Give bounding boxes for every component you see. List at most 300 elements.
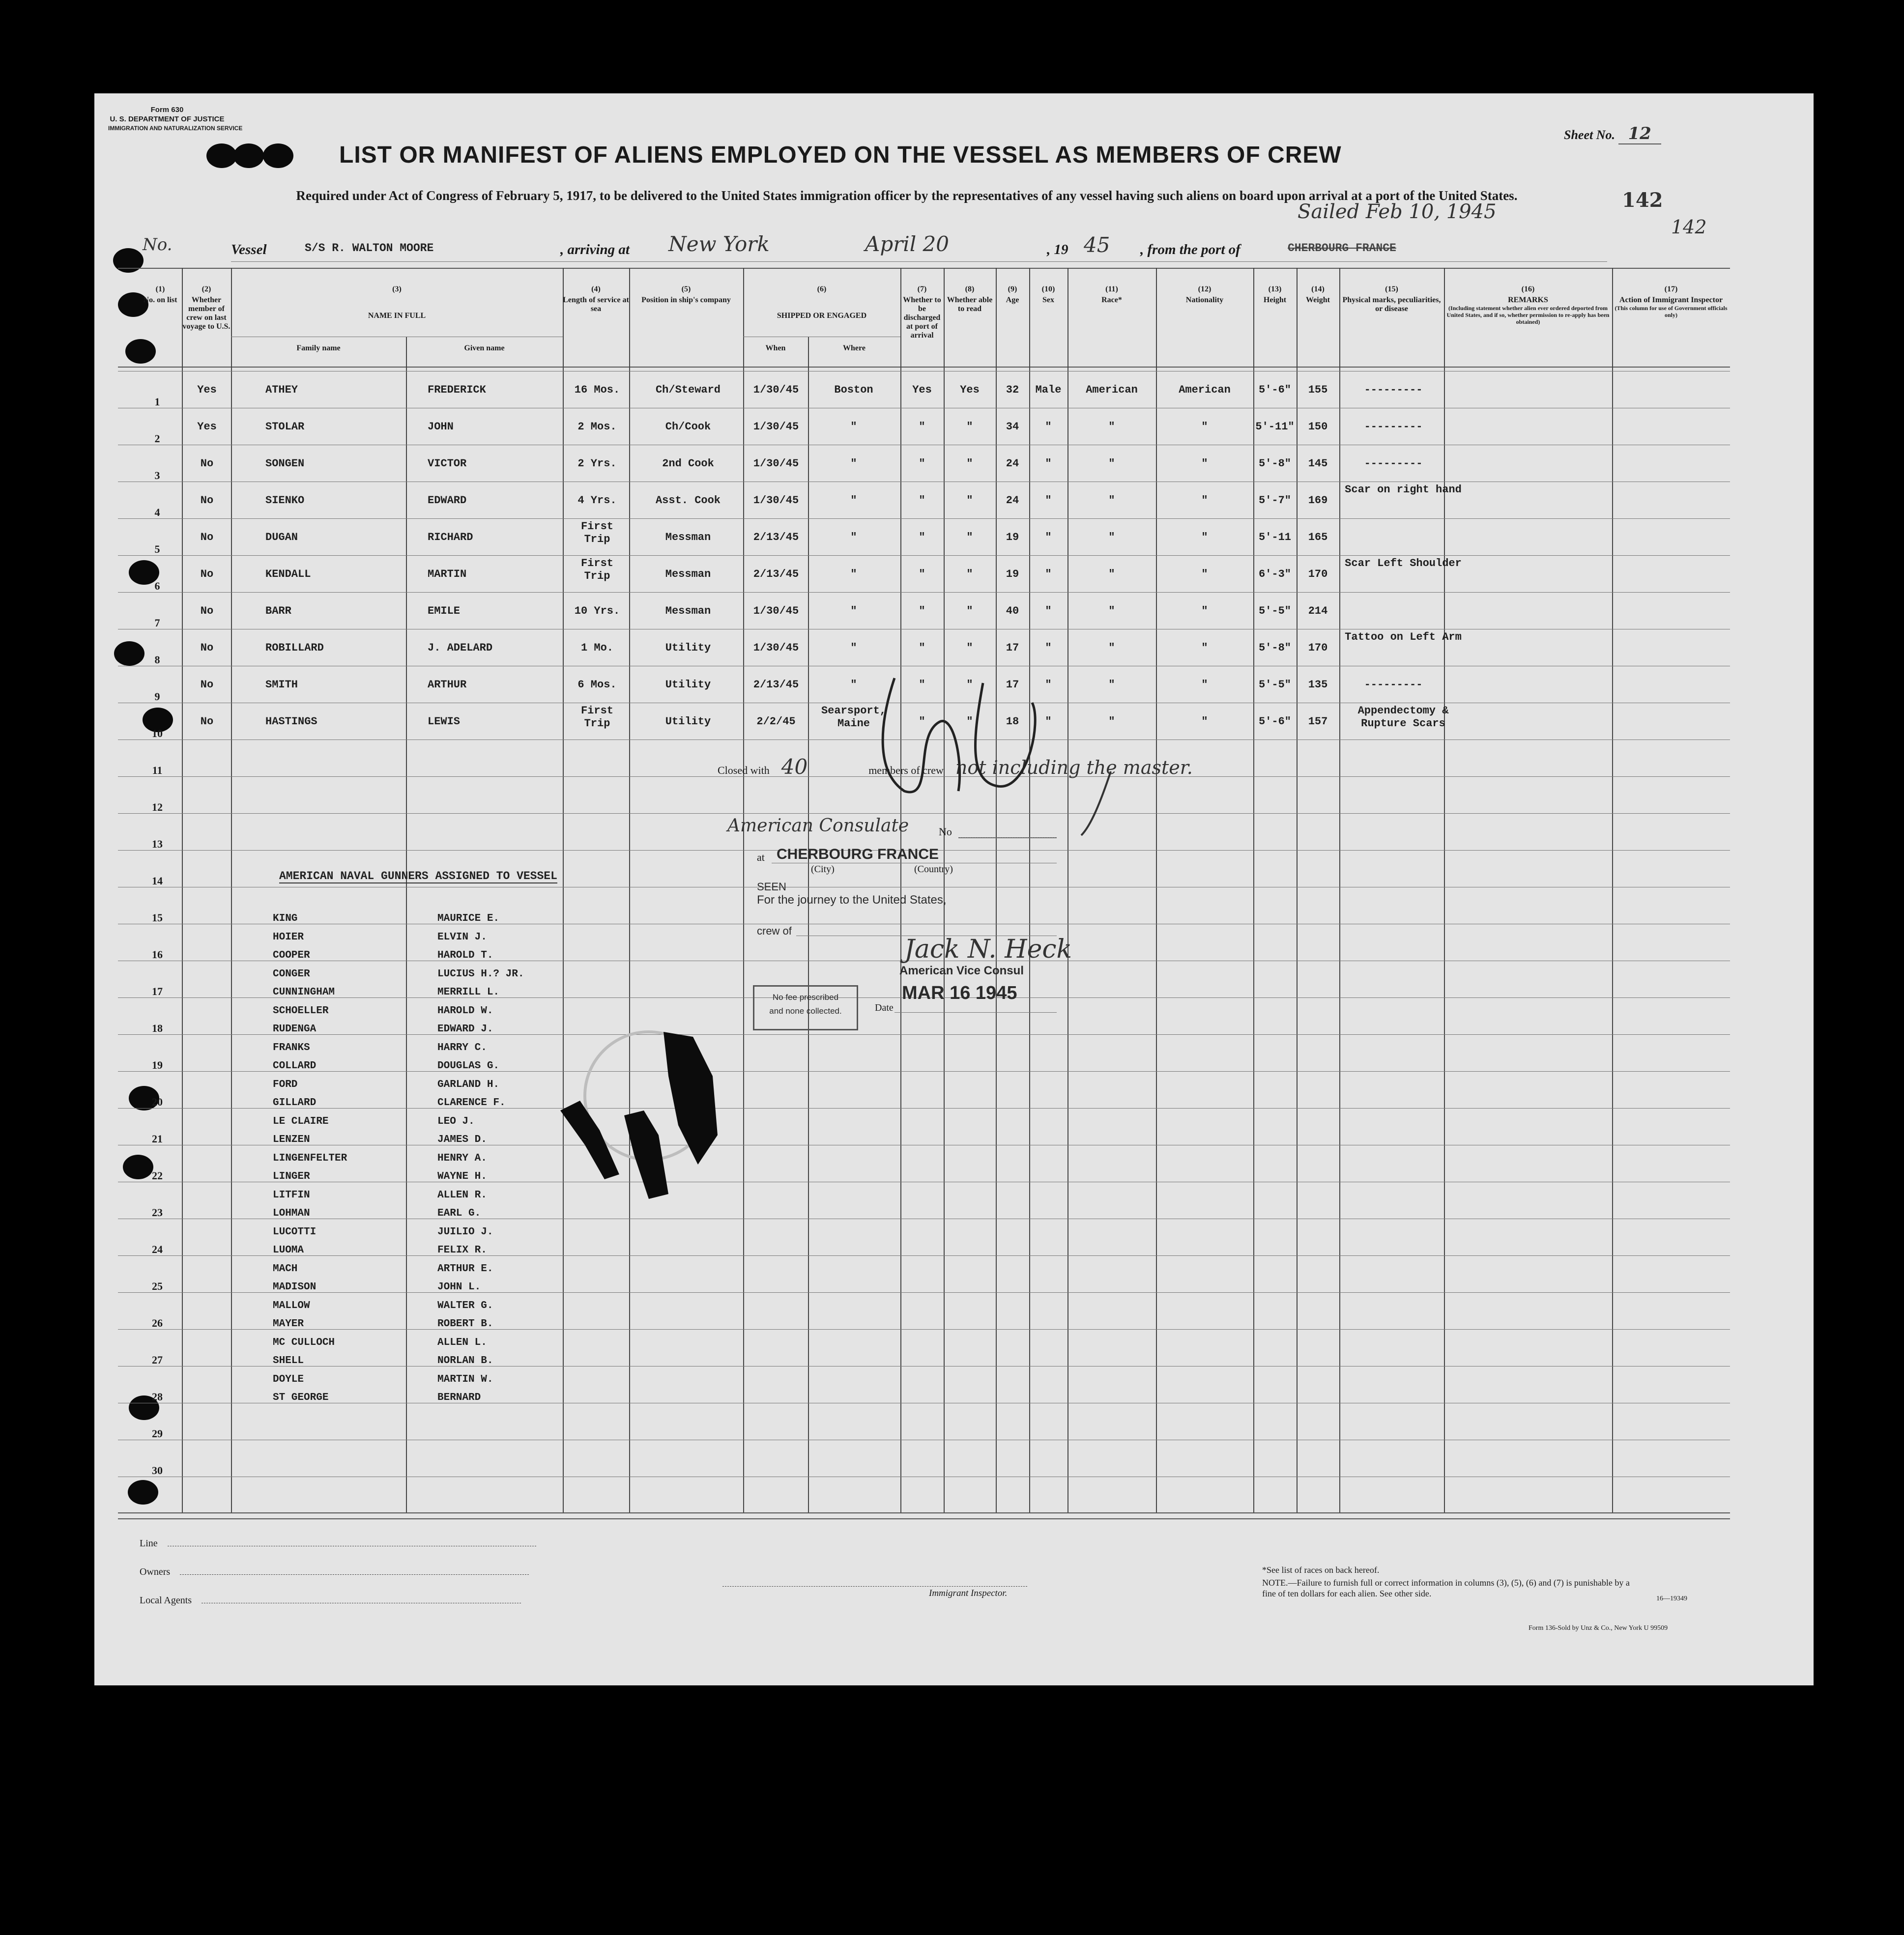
cell-disch: Yes [912, 384, 932, 396]
cell-when: 1/30/45 [753, 384, 799, 396]
cell-nat: " [1201, 421, 1208, 433]
cell-service: 10 Yrs. [574, 605, 620, 617]
cell-race: " [1108, 642, 1115, 654]
cell-service: 16 Mos. [574, 384, 620, 396]
column-number: (16) [1521, 285, 1535, 293]
cell-sex: " [1045, 679, 1052, 691]
row-number: 12 [152, 801, 163, 813]
cell-nat: American [1179, 384, 1231, 396]
cell-sex: Male [1035, 384, 1062, 396]
column-title: Position in ship's company [641, 296, 731, 304]
gunner-given-name: LEO J. [437, 1115, 475, 1127]
cell-disch: " [919, 715, 925, 728]
gunner-given-name: DOUGLAS G. [437, 1060, 500, 1072]
gunner-family-name: HOIER [273, 931, 304, 943]
form-header [108, 105, 243, 133]
consul-city-label: (City) [811, 864, 835, 875]
gunner-family-name: LUOMA [273, 1245, 304, 1256]
gunner-family-name: COLLARD [273, 1060, 317, 1072]
cell-nat: " [1201, 679, 1208, 691]
row-number: 6 [154, 580, 160, 592]
gunner-given-name: ALLEN R. [437, 1189, 487, 1201]
cell-family: KENDALL [265, 568, 311, 580]
punch-hole [263, 143, 293, 168]
row-number: 22 [152, 1169, 163, 1182]
cell-sex: " [1045, 494, 1052, 507]
gunner-given-name: MERRILL L. [437, 987, 500, 998]
sheet-number-label: Sheet No. 12 [1564, 124, 1661, 143]
column-title: Length of service at sea [563, 296, 629, 313]
column-title: Whether to be discharged at port of arrival [903, 296, 941, 340]
column-header-5 [629, 285, 743, 305]
row-number: 25 [152, 1280, 163, 1292]
gunner-family-name: MACH [273, 1263, 298, 1275]
cell-nat: " [1201, 605, 1208, 617]
cell-sex: " [1045, 642, 1052, 654]
cell-marks: --------- [1364, 421, 1423, 433]
cell-when: 1/30/45 [753, 605, 799, 617]
cell-marks: --------- [1364, 679, 1423, 691]
gunner-given-name: HARRY C. [437, 1042, 487, 1053]
sailing-annotation: Sailed Feb 10, 1945 [1298, 200, 1497, 223]
cell-race: " [1108, 457, 1115, 470]
row-number: 26 [152, 1317, 163, 1329]
cell-nat: " [1201, 494, 1208, 507]
cell-service: 4 Yrs. [577, 494, 617, 507]
cell-sex: " [1045, 605, 1052, 617]
consulate-handwritten: American Consulate [727, 816, 909, 836]
row-number: 20 [152, 1096, 163, 1108]
cell-race: " [1108, 568, 1115, 580]
cell-read: " [966, 715, 973, 728]
gunner-given-name: EDWARD J. [437, 1024, 493, 1035]
column-title: REMARKS [1508, 296, 1548, 304]
cell-family: ATHEY [265, 384, 298, 396]
gunner-given-name: ROBERT B. [437, 1318, 493, 1330]
punch-hole [125, 339, 156, 364]
cell-position: Asst. Cook [655, 494, 721, 507]
cell-last: No [200, 568, 214, 580]
page-title: LIST OR MANIFEST OF ALIENS EMPLOYED ON THE VESSEL AS MEMBERS OF CREW [339, 142, 1342, 168]
column-number: (12) [1198, 285, 1212, 293]
cell-given: LEWIS [428, 715, 461, 728]
cell-family: DUGAN [265, 531, 298, 543]
column-subheader: Given name [464, 344, 505, 352]
fee-stamp [753, 985, 858, 1030]
cell-read: " [966, 421, 973, 433]
cell-where: " [850, 531, 857, 543]
cell-when: 1/30/45 [753, 494, 799, 507]
cell-read: " [966, 568, 973, 580]
gunner-family-name: MAYER [273, 1318, 304, 1330]
gunner-family-name: COOPER [273, 950, 310, 961]
gunner-family-name: LOHMAN [273, 1208, 310, 1219]
cell-position: 2nd Cook [662, 457, 714, 470]
footer-printer: Form 136-Sold by Unz & Co., New York U 99509 [1529, 1624, 1668, 1632]
cell-last: No [200, 715, 214, 728]
cell-position: Messman [665, 568, 711, 580]
cell-disch: " [919, 494, 925, 507]
cell-marks: Appendectomy & Rupture Scars [1357, 705, 1449, 730]
arrival-date: April 20 [865, 232, 949, 256]
column-subtitle: (This column for use of Government officials only) [1615, 305, 1728, 318]
column-header-17 [1612, 285, 1730, 318]
column-header-9 [996, 285, 1029, 305]
gunner-given-name: EARL G. [437, 1208, 481, 1219]
cell-where: " [850, 457, 857, 470]
cell-read: " [966, 494, 973, 507]
column-subheader: Family name [296, 344, 341, 352]
column-header-6 [743, 285, 900, 320]
cell-nat: " [1201, 715, 1208, 728]
column-number: (5) [681, 285, 691, 293]
cell-sex: " [1045, 715, 1052, 728]
cell-height: 5'-5" [1258, 679, 1291, 691]
cell-position: Messman [665, 531, 711, 543]
gunner-family-name: LENZEN [273, 1134, 310, 1145]
cell-service: First Trip [580, 520, 613, 545]
cell-read: " [966, 605, 973, 617]
column-title: Race* [1101, 296, 1122, 304]
gunner-family-name: MADISON [273, 1281, 317, 1293]
cell-race: " [1108, 605, 1115, 617]
cell-read: Yes [960, 384, 980, 396]
cell-race: " [1108, 494, 1115, 507]
cell-marks: --------- [1364, 457, 1423, 470]
cell-where: " [850, 642, 857, 654]
consul-date: MAR 16 1945 [902, 983, 1017, 1003]
closed-mid: members of crew [868, 764, 944, 776]
cell-last: No [200, 679, 214, 691]
from-port-label: , from the port of [1140, 242, 1240, 257]
subtitle: Required under Act of Congress of February 5, 1917, to be delivered to the United States immigration officer by the representatives of any vessel having such aliens on board upon arrival at a port of the United States. [296, 188, 1518, 203]
cell-race: " [1108, 679, 1115, 691]
column-subheader: When [765, 344, 786, 352]
cell-race: " [1108, 421, 1115, 433]
cell-disch: " [919, 568, 925, 580]
column-number: (8) [965, 285, 975, 293]
cell-height: 5'-11 [1258, 531, 1291, 543]
cell-height: 5'-8" [1258, 642, 1291, 654]
column-header-16 [1444, 285, 1612, 325]
cell-given: MARTIN [428, 568, 467, 580]
column-subtitle: (Including statement whether alien ever ordered deported from United States, and if so, whether permission to re-apply has been obtained) [1446, 305, 1610, 325]
row-number: 4 [154, 506, 160, 518]
gunner-given-name: ARTHUR E. [437, 1263, 493, 1275]
row-number: 10 [152, 727, 163, 740]
vessel-name: S/S R. WALTON MOORE [305, 242, 434, 255]
cell-last: Yes [197, 384, 217, 396]
gunner-family-name: SCHOELLER [273, 1005, 329, 1017]
cell-sex: " [1045, 457, 1052, 470]
cell-last: No [200, 531, 214, 543]
cell-nat: " [1201, 531, 1208, 543]
gunner-family-name: FRANKS [273, 1042, 310, 1053]
cell-position: Ch/Steward [655, 384, 721, 396]
row-number: 23 [152, 1206, 163, 1219]
gunner-given-name: WALTER G. [437, 1300, 493, 1311]
cell-position: Utility [665, 642, 711, 654]
cell-family: BARR [265, 605, 291, 617]
column-number: (4) [591, 285, 601, 293]
column-header-10 [1029, 285, 1067, 305]
cell-where: Searsport, Maine [821, 705, 887, 730]
cell-nat: " [1201, 642, 1208, 654]
gunner-given-name: HAROLD W. [437, 1005, 493, 1017]
cell-marks: Scar on right hand [1345, 484, 1462, 496]
cell-when: 2/13/45 [753, 531, 799, 543]
cell-given: J. ADELARD [428, 642, 493, 654]
consul-date-label: Date [875, 1002, 894, 1013]
arrival-year: 45 [1084, 233, 1110, 257]
vessel-label: Vessel [231, 242, 267, 257]
cell-when: 1/30/45 [753, 642, 799, 654]
column-title: NAME IN FULL [368, 312, 426, 320]
consul-signature: Jack N. Heck [904, 935, 1072, 964]
column-title: Age [1006, 296, 1019, 304]
punch-hole [128, 1480, 158, 1505]
cell-height: 6'-3" [1258, 568, 1291, 580]
reference-number: 142 [1622, 189, 1663, 212]
consul-journey: For the journey to the United States, [757, 893, 947, 907]
gunner-given-name: ALLEN L. [437, 1337, 487, 1348]
row-number: 8 [154, 654, 160, 666]
footer-owners-label: Owners [140, 1566, 529, 1578]
consul-at-label: at [757, 851, 765, 863]
column-number: (11) [1105, 285, 1118, 293]
gunner-family-name: FORD [273, 1079, 298, 1090]
punch-hole [233, 143, 264, 168]
cell-weight: 155 [1308, 384, 1328, 396]
closed-count: 40 [781, 755, 808, 779]
column-number: (1) [155, 285, 165, 293]
gunner-family-name: CONGER [273, 968, 310, 980]
gunner-family-name: LUCOTTI [273, 1226, 317, 1238]
cell-race: " [1108, 531, 1115, 543]
column-number: (7) [917, 285, 927, 293]
seal-stamp [550, 1017, 767, 1214]
column-header-4 [563, 285, 629, 313]
cell-family: HASTINGS [265, 715, 317, 728]
vessel-no-label: No. [143, 235, 173, 255]
closed-prefix: Closed with [718, 764, 770, 776]
gunner-given-name: BERNARD [437, 1392, 481, 1403]
gunner-given-name: FELIX R. [437, 1245, 487, 1256]
cell-family: SONGEN [265, 457, 305, 470]
column-header-14 [1297, 285, 1339, 305]
cell-height: 5'-6" [1258, 715, 1291, 728]
cell-when: 2/13/45 [753, 568, 799, 580]
cell-marks: --------- [1364, 384, 1423, 396]
cell-last: No [200, 457, 214, 470]
column-number: (14) [1311, 285, 1325, 293]
column-title: Nationality [1185, 296, 1224, 304]
cell-last: No [200, 494, 214, 507]
row-number: 13 [152, 838, 163, 850]
row-number: 9 [154, 690, 160, 703]
cell-nat: " [1201, 568, 1208, 580]
cell-read: " [966, 457, 973, 470]
row-number: 15 [152, 911, 163, 924]
cell-height: 5'-5" [1258, 605, 1291, 617]
column-header-8 [944, 285, 996, 313]
cell-age: 18 [1006, 715, 1019, 728]
sheet-number: 12 [1618, 124, 1661, 144]
cell-marks: Tattoo on Left Arm [1345, 631, 1462, 643]
closed-suffix: not including the master. [955, 757, 1193, 778]
column-header-12 [1156, 285, 1253, 305]
gunner-given-name: CLARENCE F. [437, 1097, 506, 1109]
cell-when: 1/30/45 [753, 421, 799, 433]
cell-when: 1/30/45 [753, 457, 799, 470]
column-title: Height [1263, 296, 1287, 304]
cell-disch: " [919, 421, 925, 433]
cell-service: First Trip [580, 705, 613, 730]
gunner-given-name: ELVIN J. [437, 931, 487, 943]
gunner-family-name: LE CLAIRE [273, 1115, 329, 1127]
column-number: (13) [1268, 285, 1282, 293]
cell-read: " [966, 531, 973, 543]
cell-disch: " [919, 531, 925, 543]
column-header-3 [231, 285, 563, 320]
row-number: 5 [154, 543, 160, 555]
cell-where: " [850, 605, 857, 617]
column-number: (6) [817, 285, 827, 293]
arriving-label: , arriving at [560, 242, 630, 257]
row-number: 17 [152, 985, 163, 997]
cell-service: 6 Mos. [577, 679, 617, 691]
cell-age: 32 [1006, 384, 1019, 396]
cell-given: JOHN [428, 421, 454, 433]
row-number: 19 [152, 1059, 163, 1071]
cell-disch: " [919, 642, 925, 654]
cell-when: 2/13/45 [753, 679, 799, 691]
row-number: 28 [152, 1391, 163, 1403]
cell-age: 17 [1006, 642, 1019, 654]
cell-read: " [966, 679, 973, 691]
gunner-family-name: LINGENFELTER [273, 1152, 347, 1164]
gunner-family-name: RUDENGA [273, 1024, 317, 1035]
cell-given: ARTHUR [428, 679, 467, 691]
column-title: Sex [1042, 296, 1054, 304]
column-title: No. on list [143, 296, 177, 304]
gunner-family-name: MC CULLOCH [273, 1337, 335, 1348]
cell-position: Utility [665, 679, 711, 691]
service: IMMIGRATION AND NATURALIZATION SERVICE [108, 125, 243, 132]
cell-service: 2 Yrs. [577, 457, 617, 470]
row-number: 27 [152, 1354, 163, 1366]
column-header-11 [1067, 285, 1156, 305]
row-number: 14 [152, 875, 163, 887]
gunner-given-name: LUCIUS H.? JR. [437, 968, 524, 980]
gunner-given-name: WAYNE H. [437, 1171, 487, 1182]
cell-read: " [966, 642, 973, 654]
consul-no-label: No [939, 825, 952, 838]
cell-last: No [200, 605, 214, 617]
cell-given: VICTOR [428, 457, 467, 470]
cell-weight: 170 [1308, 568, 1328, 580]
gunner-given-name: MAURICE E. [437, 913, 500, 924]
fee-line-1: No fee prescribed [772, 993, 839, 1002]
cell-age: 34 [1006, 421, 1019, 433]
footer-note-races: *See list of races on back hereof. [1262, 1565, 1380, 1575]
cell-disch: " [919, 605, 925, 617]
gunner-given-name: GARLAND H. [437, 1079, 500, 1090]
cell-service: 1 Mo. [580, 642, 613, 654]
column-header-7 [900, 285, 944, 340]
column-number: (3) [392, 285, 402, 293]
cell-age: 17 [1006, 679, 1019, 691]
column-subheader: Where [843, 344, 865, 352]
cell-race: " [1108, 715, 1115, 728]
row-number: 21 [152, 1133, 163, 1145]
cell-where: " [850, 421, 857, 433]
footer-inspector: Immigrant Inspector. [929, 1588, 1008, 1598]
column-title: Whether able to read [947, 296, 993, 313]
corner-number: 142 [1671, 216, 1707, 238]
cell-where: Boston [834, 384, 873, 396]
cell-height: 5'-8" [1258, 457, 1291, 470]
column-number: (15) [1385, 285, 1398, 293]
cell-weight: 170 [1308, 642, 1328, 654]
row-number: 24 [152, 1243, 163, 1255]
cell-weight: 145 [1308, 457, 1328, 470]
footer-code: 16—19349 [1656, 1595, 1687, 1602]
cell-where: " [850, 494, 857, 507]
row-number: 18 [152, 1022, 163, 1034]
gunner-family-name: MALLOW [273, 1300, 310, 1311]
cell-given: EMILE [428, 605, 461, 617]
gunner-given-name: NORLAN B. [437, 1355, 493, 1366]
punch-hole [206, 143, 237, 168]
column-number: (10) [1041, 285, 1055, 293]
gunner-family-name: DOYLE [273, 1373, 304, 1385]
gunner-given-name: JOHN L. [437, 1281, 481, 1293]
cell-given: EDWARD [428, 494, 467, 507]
gunner-family-name: CUNNINGHAM [273, 987, 335, 998]
column-number: (17) [1664, 285, 1678, 293]
column-title: Physical marks, peculiarities, or disease [1342, 296, 1441, 313]
cell-age: 40 [1006, 605, 1019, 617]
gunners-heading: AMERICAN NAVAL GUNNERS ASSIGNED TO VESSEL [279, 870, 557, 882]
cell-disch: " [919, 457, 925, 470]
cell-age: 19 [1006, 568, 1019, 580]
cell-weight: 135 [1308, 679, 1328, 691]
cell-height: 5'-6" [1258, 384, 1291, 396]
column-title: Action of Immigrant Inspector [1619, 296, 1723, 304]
cell-position: Messman [665, 605, 711, 617]
gunner-given-name: JAMES D. [437, 1134, 487, 1145]
column-header-13 [1253, 285, 1297, 305]
cell-family: SIENKO [265, 494, 305, 507]
footer-agents-label: Local Agents [140, 1595, 521, 1606]
cell-age: 19 [1006, 531, 1019, 543]
row-number: 29 [152, 1427, 163, 1440]
cell-position: Ch/Cook [665, 421, 711, 433]
department: U. S. DEPARTMENT OF JUSTICE [110, 115, 225, 123]
consul-seen: SEEN [757, 881, 786, 893]
row-number: 3 [154, 469, 160, 482]
gunner-family-name: GILLARD [273, 1097, 317, 1109]
cell-last: No [200, 642, 214, 654]
cell-where: " [850, 568, 857, 580]
gunner-given-name: HAROLD T. [437, 950, 493, 961]
gunner-given-name: JUILIO J. [437, 1226, 493, 1238]
cell-weight: 214 [1308, 605, 1328, 617]
cell-sex: " [1045, 421, 1052, 433]
year-label: , 19 [1047, 242, 1068, 257]
gunner-given-name: MARTIN W. [437, 1373, 493, 1385]
